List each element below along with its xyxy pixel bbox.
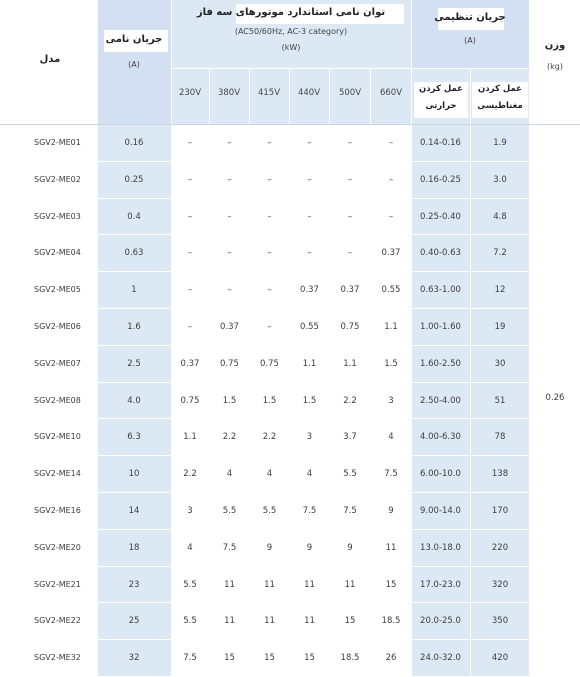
power-cell: 1.1 [183, 432, 197, 443]
grid-hline [171, 68, 529, 69]
table-row [0, 125, 580, 161]
model-header: مدل [39, 54, 61, 65]
model-cell: SGV2-ME20 [34, 542, 81, 552]
power-cell: – [187, 138, 193, 148]
power-cell: 0.55 [381, 285, 401, 296]
table-row [0, 199, 580, 235]
magnetic-trip-header-line2: مغناطیسی [477, 101, 523, 111]
power-cell: – [347, 211, 353, 222]
model-cell: SGV2-ME14 [34, 469, 81, 479]
magnetic-trip-cell: 12 [494, 285, 506, 296]
power-cell: 5.5 [262, 506, 277, 516]
power-cell: 2.2 [222, 432, 237, 443]
model-cell: SGV2-ME22 [34, 616, 81, 626]
power-cell: 7.5 [222, 542, 237, 553]
power-cell: 4 [187, 542, 193, 553]
thermal-range-cell: 24.0-32.0 [420, 653, 461, 664]
magnetic-trip-cell: 51 [494, 395, 506, 406]
magnetic-trip-cell: 19 [494, 322, 506, 332]
power-cell: 7.5 [302, 506, 317, 516]
power-cell: – [187, 285, 193, 296]
thermal-range-cell: 6.00-10.0 [420, 469, 461, 480]
model-cell: SGV2-ME16 [34, 506, 81, 515]
magnetic-trip-cell: 220 [491, 542, 509, 553]
power-cell: 15 [264, 653, 275, 664]
weight-unit: (kg) [547, 62, 563, 71]
power-cell: 11 [304, 616, 315, 627]
power-cell: 4 [388, 432, 394, 443]
power-cell: 5.5 [183, 616, 197, 627]
power-cell: 1.1 [302, 358, 317, 369]
model-cell: SGV2-ME32 [34, 653, 81, 663]
magnetic-trip-cell: 350 [491, 616, 509, 627]
thermal-range-cell: 0.40-0.63 [420, 248, 461, 259]
rated-current-cell: 6.3 [127, 432, 141, 443]
power-cell: 9 [347, 542, 353, 553]
power-cell: 11 [344, 579, 356, 590]
power-cell: 11 [304, 579, 315, 590]
power-cell: 3.7 [343, 432, 357, 443]
voltage-header-380: 380V [217, 88, 241, 98]
power-cell: – [307, 138, 312, 148]
power-cell: 11 [264, 579, 275, 590]
magnetic-trip-cell: 1.9 [493, 138, 507, 148]
power-header-unit: (kW) [281, 43, 301, 52]
power-cell: 4 [306, 469, 313, 480]
magnetic-trip-cell: 30 [494, 358, 506, 369]
magnetic-trip-cell: 420 [491, 653, 509, 664]
rated-current-cell: 0.25 [124, 174, 144, 185]
magnetic-trip-cell: 138 [491, 469, 509, 480]
power-cell: – [267, 138, 272, 148]
weight-value: 0.26 [545, 393, 565, 403]
table-row [0, 456, 580, 492]
power-cell: 18.5 [381, 616, 401, 627]
rated-current-header: جریان نامی [105, 34, 163, 45]
thermal-range-cell: 1.00-1.60 [420, 322, 461, 332]
table-row [0, 309, 580, 345]
power-cell: 0.55 [300, 322, 319, 332]
power-cell: 11 [385, 542, 397, 553]
power-cell: – [227, 211, 232, 222]
power-cell: – [187, 211, 193, 222]
power-cell: – [388, 174, 394, 185]
power-cell: 15 [344, 616, 356, 627]
power-cell: – [187, 174, 193, 185]
power-cell: – [187, 248, 193, 259]
table-row [0, 272, 580, 308]
power-cell: 15 [385, 579, 397, 590]
power-cell: 0.37 [220, 322, 239, 332]
power-cell: 0.75 [260, 358, 279, 369]
magnetic-trip-cell: 78 [494, 432, 506, 443]
table-row [0, 603, 580, 639]
voltage-header-230: 230V [178, 88, 202, 98]
power-cell: 3 [388, 395, 394, 406]
rated-current-cell: 1.6 [127, 322, 141, 332]
model-cell: SGV2-ME05 [34, 285, 81, 295]
adjust-header-title: جریان تنظیمی [434, 12, 506, 23]
power-cell: 18.5 [340, 653, 360, 664]
table-row [0, 530, 580, 566]
table-row [0, 346, 580, 382]
rated-current-cell: 32 [128, 653, 140, 664]
power-cell: 7.5 [384, 469, 398, 480]
power-cell: – [267, 211, 272, 222]
voltage-header-500: 500V [338, 88, 362, 98]
power-cell: 15 [224, 653, 235, 664]
rated-current-cell: 23 [128, 579, 140, 590]
model-cell: SGV2-ME06 [34, 322, 81, 331]
power-cell: – [267, 285, 272, 296]
power-cell: – [307, 248, 312, 259]
model-cell: SGV2-ME10 [34, 432, 81, 442]
rated-current-cell: 0.4 [127, 211, 141, 222]
weight-header: وزن [544, 40, 566, 51]
magnetic-trip-cell: 170 [491, 506, 509, 516]
voltage-header-415: 415V [257, 88, 281, 98]
thermal-range-cell: 0.16-0.25 [420, 174, 461, 185]
magnetic-trip-cell: 4.8 [493, 211, 507, 222]
rated-current-cell: 14 [128, 506, 140, 516]
power-cell: 4 [226, 469, 233, 480]
table-row [0, 493, 580, 529]
power-cell: 5.5 [343, 469, 357, 480]
power-cell: 11 [264, 616, 275, 627]
rated-current-cell: 1 [131, 285, 137, 296]
power-cell: – [227, 285, 232, 296]
rated-current-cell: 25 [128, 616, 140, 627]
power-cell: 2.2 [343, 395, 357, 406]
power-cell: 0.37 [381, 248, 401, 259]
power-cell: 2.2 [262, 432, 277, 443]
power-header-subtitle: (AC50/60Hz, AC-3 category) [234, 27, 348, 36]
power-cell: – [347, 138, 353, 148]
rated-current-unit: (A) [128, 60, 140, 69]
power-cell: 11 [224, 616, 235, 627]
power-cell: – [388, 138, 394, 148]
power-cell: 5.5 [222, 506, 237, 516]
model-cell: SGV2-ME08 [34, 395, 81, 405]
power-cell: – [347, 248, 353, 259]
rated-current-cell: 0.63 [124, 248, 144, 259]
table-row [0, 235, 580, 271]
power-cell: – [388, 211, 394, 222]
model-cell: SGV2-ME02 [34, 174, 81, 184]
power-cell: – [267, 248, 272, 259]
table-row [0, 419, 580, 455]
power-cell: 1.5 [222, 395, 237, 406]
thermal-trip-header-line1: عمل کردن [419, 84, 463, 94]
power-cell: – [307, 211, 312, 222]
table-row [0, 567, 580, 603]
power-cell: 3 [306, 432, 313, 443]
rated-current-cell: 18 [128, 542, 140, 553]
power-cell: 3 [187, 506, 193, 516]
power-cell: 1.1 [384, 322, 398, 332]
power-cell: – [267, 174, 272, 185]
power-cell: 7.5 [183, 653, 197, 664]
model-cell: SGV2-ME01 [34, 138, 81, 147]
magnetic-trip-cell: 7.2 [493, 248, 507, 259]
power-cell: 0.75 [180, 395, 200, 406]
power-cell: 0.75 [220, 358, 239, 369]
power-cell: – [227, 138, 232, 148]
rated-current-cell: 0.16 [124, 138, 144, 148]
thermal-range-cell: 9.00-14.0 [420, 506, 461, 516]
magnetic-trip-cell: 320 [491, 579, 509, 590]
power-cell: 0.37 [300, 285, 319, 296]
magnetic-trip-header-line1: عمل کردن [478, 84, 522, 94]
power-cell: 0.37 [180, 358, 200, 369]
thermal-range-cell: 20.0-25.0 [420, 616, 461, 627]
power-cell: 9 [388, 506, 394, 516]
model-cell: SGV2-ME07 [34, 358, 81, 368]
model-cell: SGV2-ME03 [34, 211, 81, 221]
rated-current-cell: 4.0 [127, 395, 141, 406]
power-cell: 1.5 [262, 395, 277, 406]
power-cell: – [267, 322, 272, 332]
table-row [0, 640, 580, 676]
thermal-range-cell: 13.0-18.0 [420, 542, 461, 553]
model-cell: SGV2-ME04 [34, 248, 81, 258]
thermal-range-cell: 4.00-6.30 [420, 432, 461, 443]
thermal-range-cell: 0.25-0.40 [420, 211, 461, 222]
power-cell: – [347, 174, 353, 185]
model-cell: SGV2-ME21 [34, 579, 81, 589]
thermal-range-cell: 17.0-23.0 [420, 579, 461, 590]
voltage-header-660: 660V [379, 88, 403, 98]
power-cell: – [227, 248, 232, 259]
power-cell: – [227, 174, 232, 185]
voltage-header-440: 440V [297, 88, 321, 98]
power-cell: 5.5 [183, 579, 197, 590]
thermal-range-cell: 0.14-0.16 [420, 138, 461, 148]
table-row [0, 162, 580, 198]
power-cell: 1.5 [302, 395, 317, 406]
adjust-header-unit: (A) [464, 36, 476, 45]
power-cell: 2.2 [183, 469, 197, 480]
power-cell: 1.1 [343, 358, 357, 369]
thermal-range-cell: 2.50-4.00 [420, 395, 461, 406]
power-cell: 4 [266, 469, 273, 480]
power-cell: 9 [306, 542, 313, 553]
power-cell: 7.5 [343, 506, 357, 516]
power-header-title: توان نامی استاندارد موتورهای سه فاز [196, 7, 386, 18]
thermal-trip-header-line2: حرارتی [425, 101, 457, 111]
power-cell: – [307, 174, 312, 185]
power-cell: 26 [385, 653, 397, 664]
power-cell: 9 [266, 542, 273, 553]
power-cell: 1.5 [384, 358, 398, 369]
magnetic-trip-cell: 3.0 [493, 174, 507, 185]
power-cell: – [187, 322, 193, 332]
table-row [0, 383, 580, 419]
thermal-range-cell: 0.63-1.00 [420, 285, 461, 296]
power-cell: 11 [224, 579, 235, 590]
rated-current-cell: 2.5 [127, 358, 141, 369]
power-cell: 0.37 [340, 285, 360, 296]
rated-current-cell: 10 [128, 469, 140, 480]
power-cell: 0.75 [340, 322, 360, 332]
thermal-range-cell: 1.60-2.50 [420, 358, 461, 369]
power-cell: 15 [304, 653, 315, 664]
